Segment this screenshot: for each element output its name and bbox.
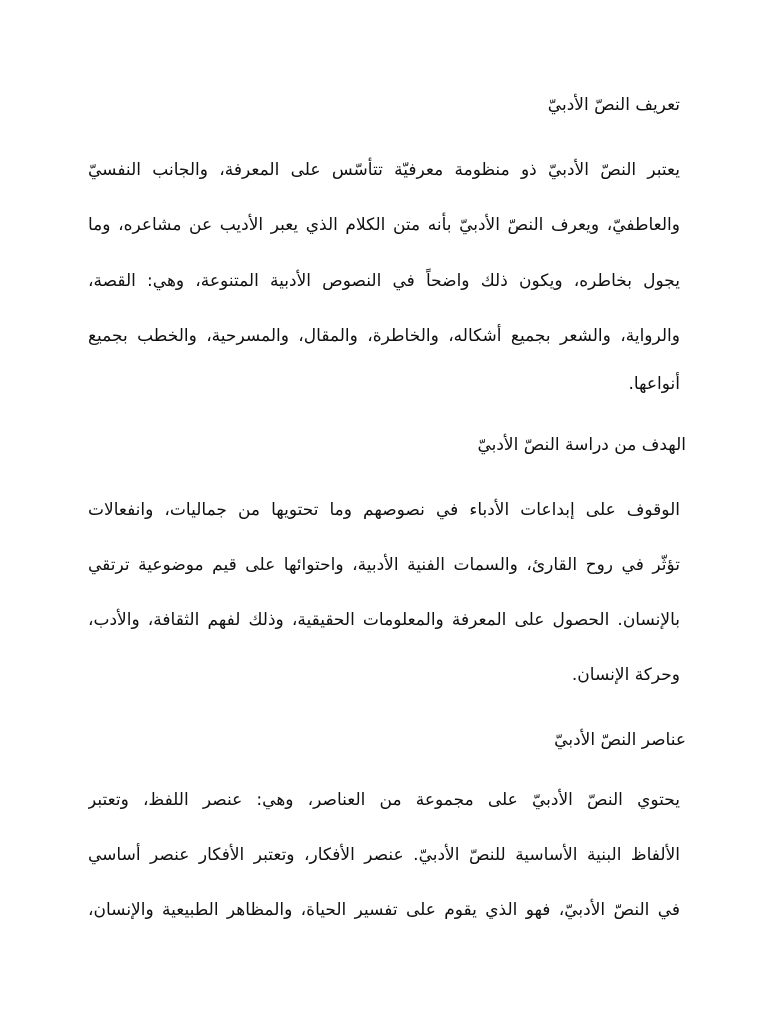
section-heading-purpose: الهدف من دراسة النصّ الأدبيّ xyxy=(477,435,686,455)
section-heading-elements: عناصر النصّ الأدبيّ xyxy=(554,730,686,750)
paragraph-line: تؤثّر في روح القارئ، والسمات الفنية الأدبية، واحتوائها على قيم موضوعية ترتقي xyxy=(88,555,680,575)
paragraph-line: الألفاظ البنية الأساسية للنصّ الأدبيّ. عنصر الأفكار، وتعتبر الأفكار عنصر أساسي xyxy=(88,845,680,865)
paragraph-line: والعاطفيّ، ويعرف النصّ الأدبيّ بأنه متن الكلام الذي يعبر الأديب عن مشاعره، وما xyxy=(88,215,680,235)
paragraph-line: والرواية، والشعر بجميع أشكاله، والخاطرة، والمقال، والمسرحية، والخطب بجميع xyxy=(88,326,680,346)
paragraph-line: الوقوف على إبداعات الأدباء في نصوصهم وما تحتويها من جماليات، وانفعالات xyxy=(88,500,680,520)
document-page xyxy=(88,0,686,1024)
paragraph-line: يعتبر النصّ الأدبيّ ذو منظومة معرفيّة تتأسّس على المعرفة، والجانب النفسيّ xyxy=(88,160,680,180)
paragraph-line: وحركة الإنسان. xyxy=(571,665,680,685)
paragraph-line: يجول بخاطره، ويكون ذلك واضحاً في النصوص الأدبية المتنوعة، وهي: القصة، xyxy=(88,271,680,291)
paragraph-line: في النصّ الأدبيّ، فهو الذي يقوم على تفسير الحياة، والمظاهر الطبيعية والإنسان، xyxy=(88,900,680,920)
paragraph-line: يحتوي النصّ الأدبيّ على مجموعة من العناصر، وهي: عنصر اللفظ، وتعتبر xyxy=(88,790,680,810)
paragraph-line: بالإنسان. الحصول على المعرفة والمعلومات الحقيقية، وذلك لفهم الثقافة، والأدب، xyxy=(88,610,680,630)
section-heading-definition: تعريف النصّ الأدبيّ xyxy=(547,95,680,115)
paragraph-line: أنواعها. xyxy=(628,374,680,394)
